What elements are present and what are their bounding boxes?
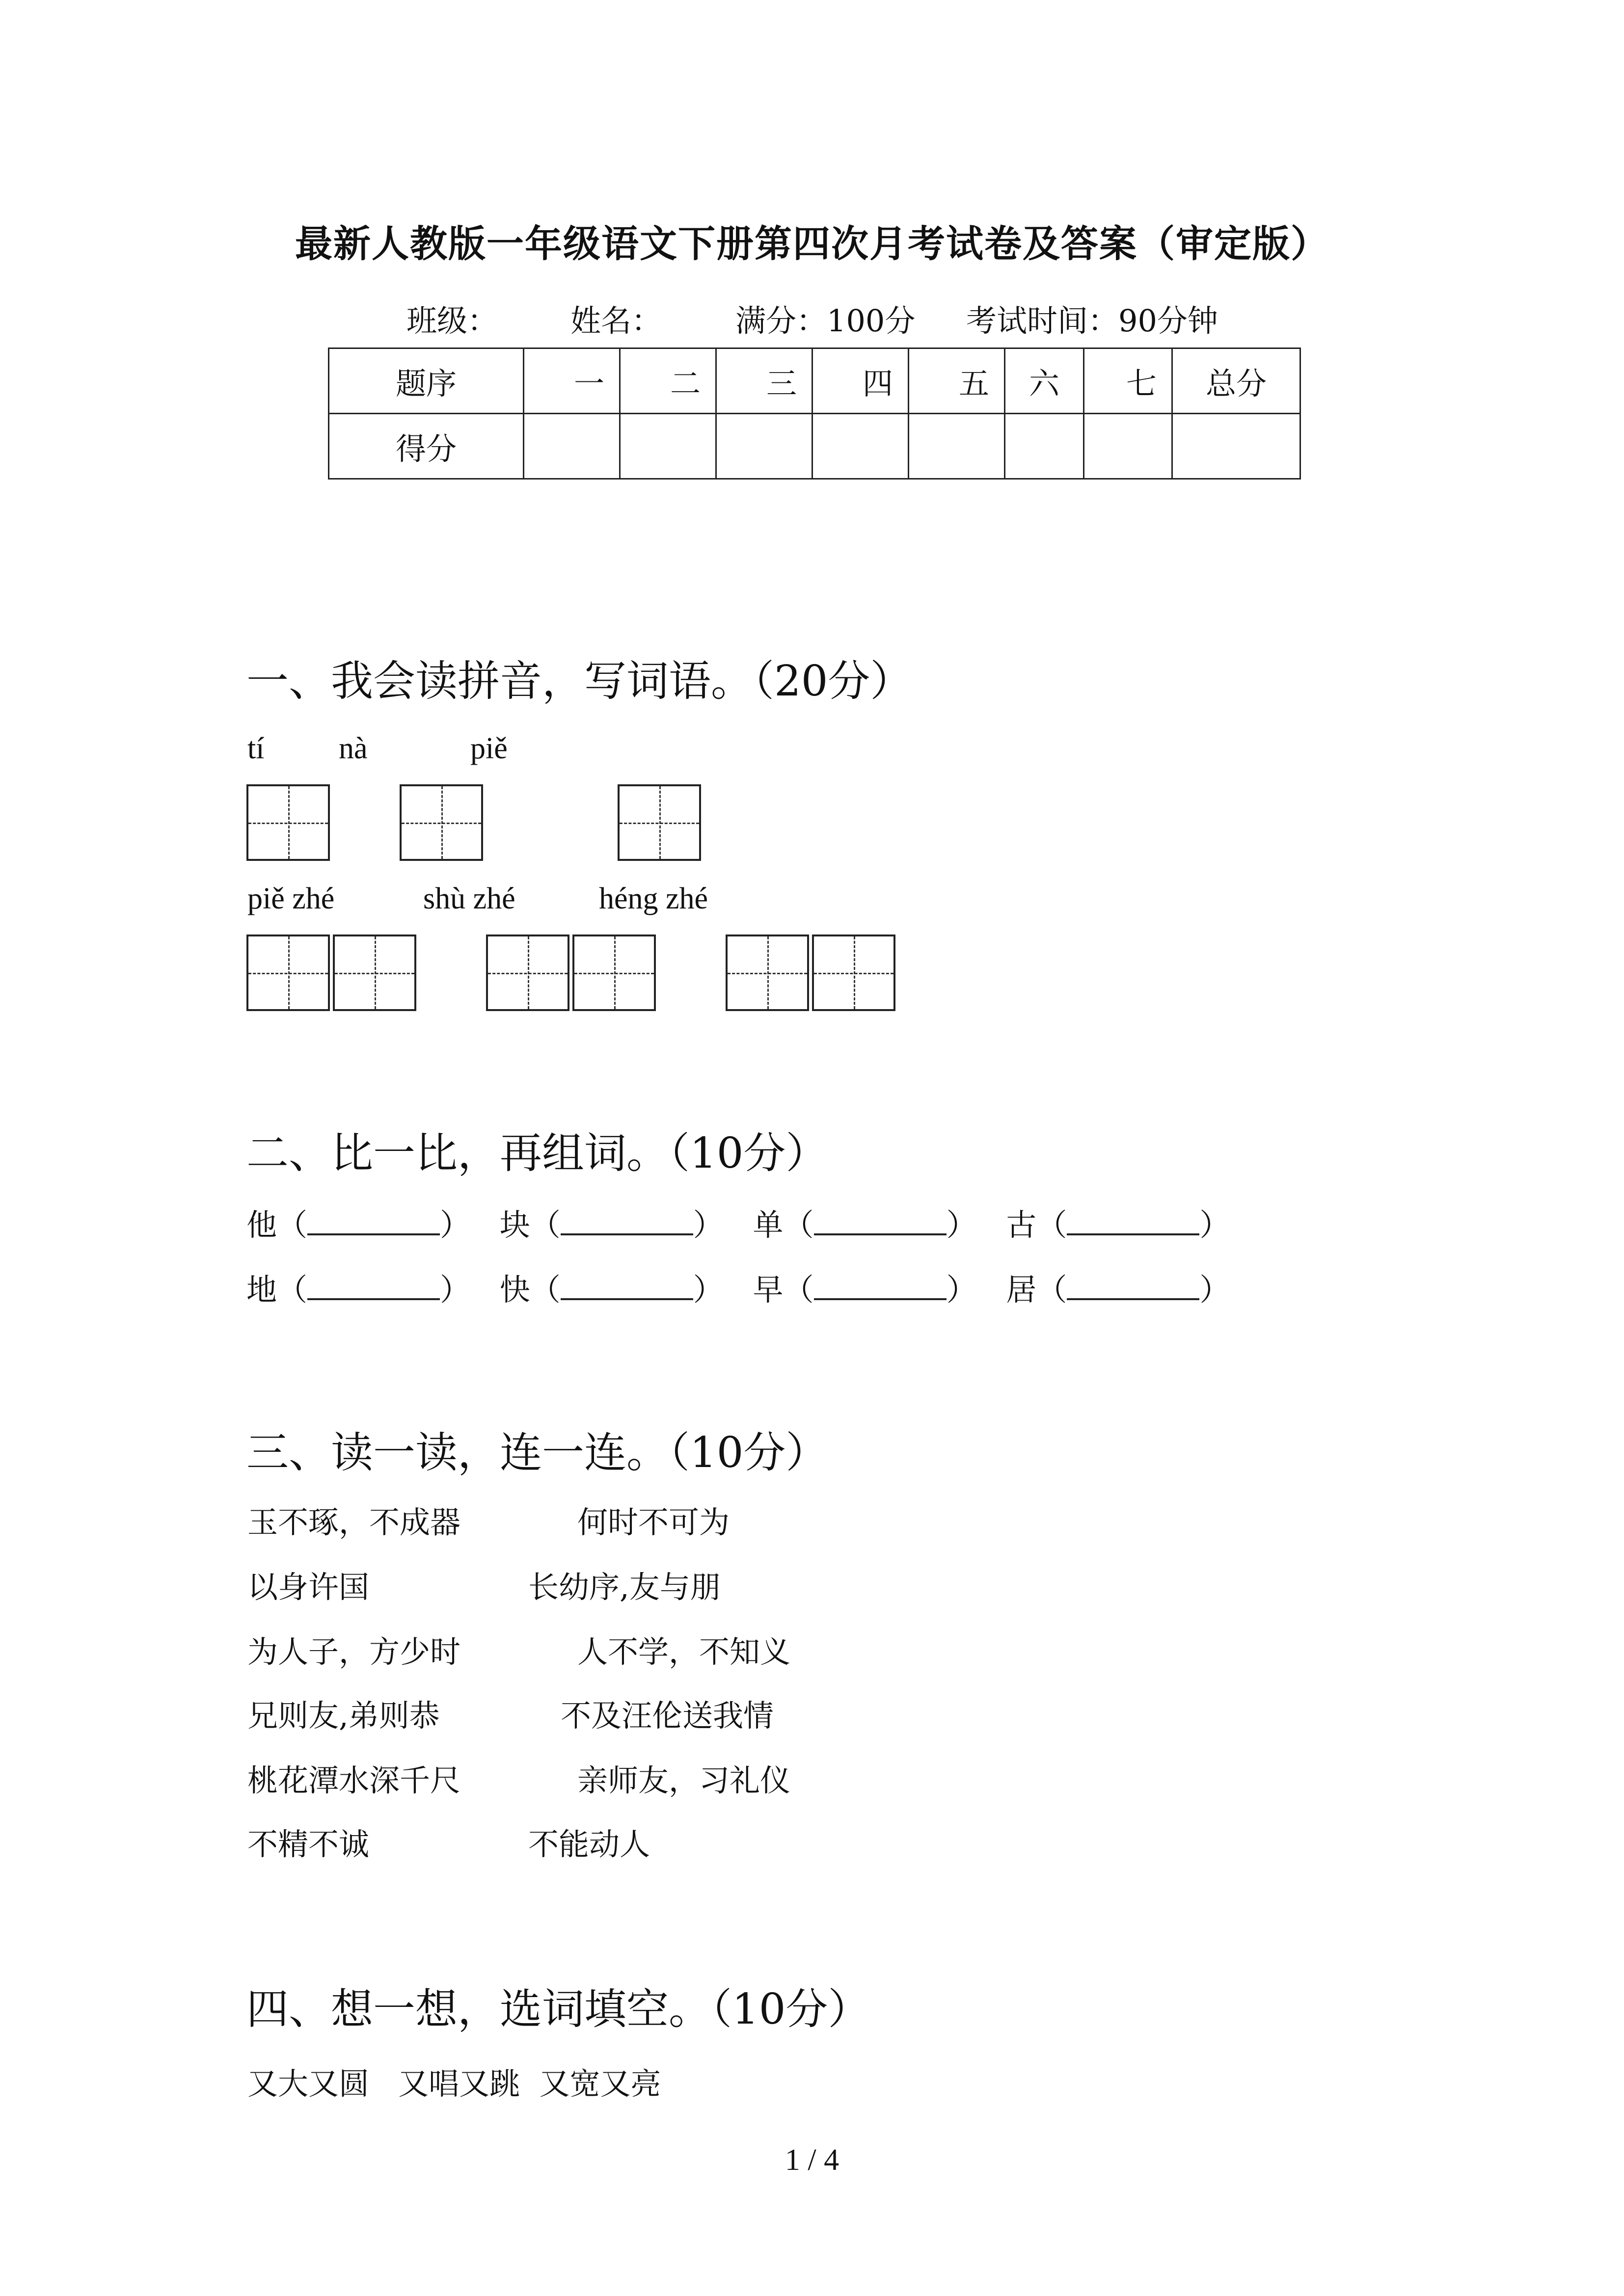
match-left-item: 兄则友,弟则恭 (247, 1698, 440, 1734)
compare-char: 块 (499, 1207, 530, 1243)
match-right-item: 不及汪伦送我情 (561, 1698, 774, 1734)
writing-box[interactable] (618, 784, 701, 861)
open-paren: （ (530, 1207, 561, 1243)
close-paren: ） (440, 1272, 471, 1308)
writing-box[interactable] (572, 934, 656, 1011)
score-cell[interactable] (716, 414, 812, 479)
score-cell[interactable] (909, 414, 1005, 479)
name-label: 姓名： (570, 303, 662, 339)
writing-box[interactable] (486, 934, 569, 1011)
score-cell[interactable] (812, 414, 909, 479)
compare-char: 居 (1006, 1272, 1037, 1308)
score-row-label: 得分 (329, 414, 524, 479)
writing-box[interactable] (333, 934, 416, 1011)
compare-row-1 (246, 1201, 1230, 1244)
match-left-item: 桃花潭水深千尺 (247, 1762, 461, 1798)
close-paren: ） (1199, 1272, 1230, 1308)
match-right-item: 人不学，不知义 (577, 1634, 791, 1670)
match-left-item: 以身许国 (247, 1569, 370, 1605)
writing-box[interactable] (400, 784, 483, 861)
writing-box[interactable] (726, 934, 809, 1011)
answer-blank[interactable] (307, 1270, 440, 1300)
match-right-item: 何时不可为 (577, 1504, 730, 1540)
score-cell[interactable] (1084, 414, 1172, 479)
header-cell-5: 五 (909, 348, 1005, 414)
pinyin-na: nà (339, 732, 368, 765)
match-left-item: 玉不琢，不成器 (247, 1504, 461, 1540)
answer-blank[interactable] (561, 1270, 693, 1300)
compare-char: 地 (246, 1272, 277, 1308)
score-cell[interactable] (620, 414, 716, 479)
match-right-item: 亲师友，习礼仪 (577, 1762, 791, 1798)
header-cell-total: 总分 (1172, 348, 1300, 414)
pinyin-shu-zhe: shù zhé (423, 882, 515, 915)
header-cell-3: 三 (716, 348, 812, 414)
section4-heading: 四、想一想，选词填空。（10分） (246, 1985, 870, 2034)
close-paren: ） (440, 1207, 471, 1243)
close-paren: ） (693, 1272, 724, 1308)
close-paren: ） (1199, 1207, 1230, 1243)
word-choices: 又大又圆 又唱又跳 又宽又亮 (247, 2066, 661, 2102)
match-right-item: 长幼序,友与朋 (528, 1569, 721, 1605)
open-paren: （ (277, 1207, 308, 1243)
answer-blank[interactable] (1067, 1205, 1199, 1235)
class-label: 班级： (406, 303, 498, 339)
score-cell[interactable] (524, 414, 620, 479)
close-paren: ） (946, 1272, 977, 1308)
header-cell-7: 七 (1084, 348, 1172, 414)
section2-heading: 二、比一比，再组词。（10分） (246, 1129, 828, 1178)
match-left-item: 为人子，方少时 (247, 1634, 461, 1670)
header-cell-order: 题序 (329, 348, 524, 414)
compare-char: 他 (246, 1207, 277, 1243)
score-table-header-row (329, 348, 1300, 414)
open-paren: （ (277, 1272, 308, 1308)
writing-box[interactable] (812, 934, 895, 1011)
match-left-item: 不精不诚 (247, 1826, 370, 1862)
page-title: 最新人教版一年级语文下册第四次月考试卷及答案（审定版） (295, 222, 1329, 266)
open-paren: （ (530, 1272, 561, 1308)
writing-box[interactable] (246, 784, 330, 861)
score-table (328, 347, 1301, 480)
score-cell[interactable] (1172, 414, 1300, 479)
compare-row-2 (246, 1265, 1230, 1309)
answer-blank[interactable] (814, 1205, 947, 1235)
open-paren: （ (783, 1207, 814, 1243)
header-cell-1: 一 (524, 348, 620, 414)
pinyin-heng-zhe: héng zhé (599, 882, 708, 915)
pinyin-ti: tí (247, 732, 265, 765)
section3-heading: 三、读一读，连一连。（10分） (246, 1428, 828, 1477)
compare-char: 早 (753, 1272, 784, 1308)
match-right-item: 不能动人 (528, 1826, 650, 1862)
open-paren: （ (783, 1272, 814, 1308)
answer-blank[interactable] (814, 1270, 947, 1300)
section1-heading: 一、我会读拼音，写词语。（20分） (246, 657, 913, 706)
answer-blank[interactable] (1067, 1270, 1199, 1300)
open-paren: （ (1036, 1272, 1067, 1308)
writing-box[interactable] (246, 934, 330, 1011)
compare-char: 古 (1006, 1207, 1037, 1243)
compare-char: 快 (499, 1272, 530, 1308)
page-number: 1 / 4 (785, 2143, 839, 2177)
score-cell[interactable] (1005, 414, 1084, 479)
open-paren: （ (1036, 1207, 1067, 1243)
answer-blank[interactable] (561, 1205, 693, 1235)
exam-time: 考试时间：90分钟 (966, 303, 1218, 339)
score-table-score-row (329, 414, 1300, 479)
full-score: 满分：100分 (735, 303, 916, 339)
header-cell-4: 四 (812, 348, 909, 414)
header-cell-2: 二 (620, 348, 716, 414)
answer-blank[interactable] (307, 1205, 440, 1235)
compare-char: 单 (753, 1207, 784, 1243)
close-paren: ） (693, 1207, 724, 1243)
close-paren: ） (946, 1207, 977, 1243)
header-cell-6: 六 (1005, 348, 1084, 414)
pinyin-pie-zhe: piě zhé (247, 882, 335, 915)
pinyin-pie: piě (470, 732, 508, 765)
